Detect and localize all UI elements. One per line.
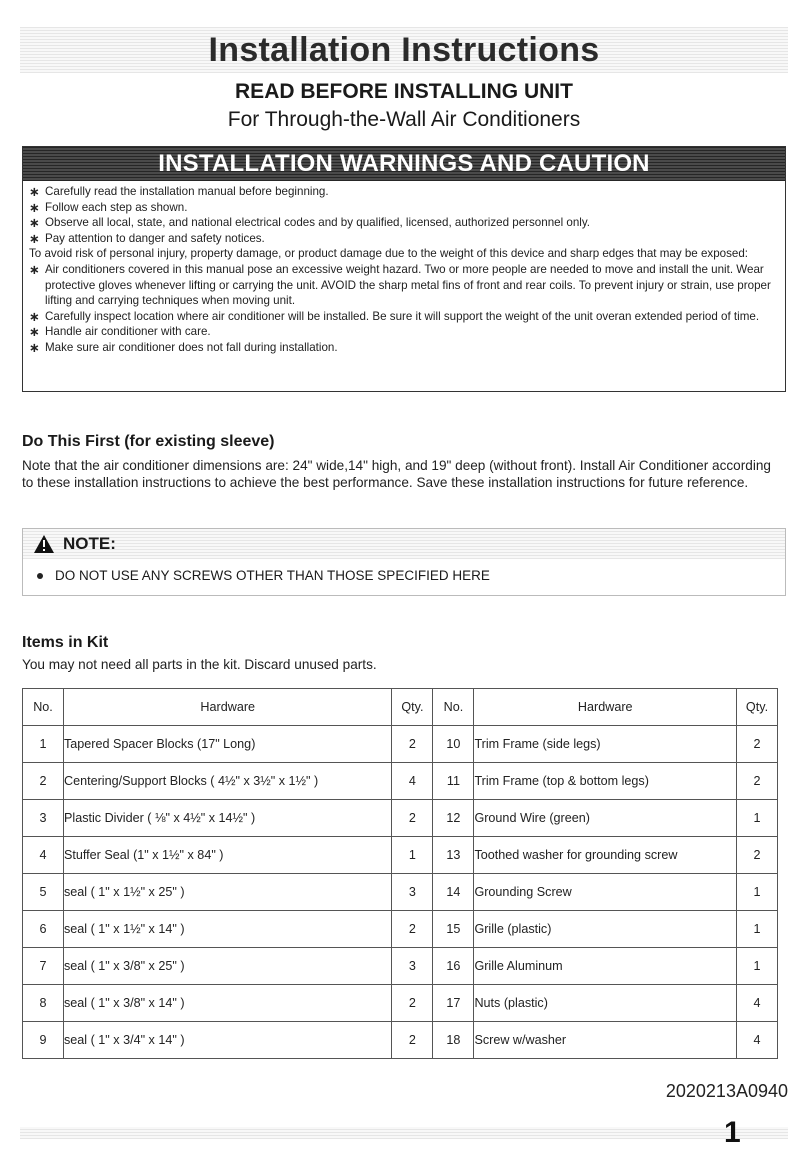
table-row bbox=[23, 1022, 778, 1059]
table-row bbox=[23, 726, 778, 763]
asterisk-icon: ∗ bbox=[29, 261, 40, 277]
col-header-qty: Qty. bbox=[737, 689, 778, 726]
warning-item: ∗ Pay attention to danger and safety notices. bbox=[29, 230, 265, 246]
table-cell: 12 bbox=[433, 800, 474, 837]
warnings-heading: INSTALLATION WARNINGS AND CAUTION bbox=[23, 147, 785, 181]
kit-heading: Items in Kit bbox=[22, 634, 109, 651]
table-cell: 8 bbox=[23, 985, 64, 1022]
table-cell: Centering/Support Blocks ( 4½" x 3½" x 1½" ) bbox=[64, 763, 392, 800]
table-cell: 16 bbox=[433, 948, 474, 985]
warning-item: ∗ Carefully inspect location where air conditioner will be installed. Be sure it will support the weight of the unit overan extended period of time. bbox=[29, 308, 760, 324]
table-cell: seal ( 1" x 3/8" x 25" ) bbox=[64, 948, 392, 985]
table-cell: 2 bbox=[737, 726, 778, 763]
kit-text: You may not need all parts in the kit. Discard unused parts. bbox=[22, 657, 377, 672]
warning-item: ∗ Carefully read the installation manual before beginning. bbox=[29, 184, 329, 199]
col-header-hardware: Hardware bbox=[474, 689, 737, 726]
note-item: DO NOT USE ANY SCREWS OTHER THAN THOSE SPECIFIED HERE bbox=[23, 559, 785, 583]
table-cell: 4 bbox=[23, 837, 64, 874]
warning-item: ∗ Handle air conditioner with care. bbox=[29, 324, 211, 340]
table-cell: 2 bbox=[392, 800, 433, 837]
table-cell: 14 bbox=[433, 874, 474, 911]
do-first-text: Note that the air conditioner dimensions are: 24" wide,14" high, and 19" deep (without front). Install Air Conditioner according to these installation instructions to achieve the best performance. Save these installation instructions for future reference. bbox=[22, 458, 771, 490]
bullet-icon bbox=[37, 573, 43, 579]
table-row bbox=[23, 837, 778, 874]
table-row bbox=[23, 948, 778, 985]
footer-band bbox=[20, 1127, 788, 1139]
warnings-body bbox=[23, 181, 785, 356]
table-cell: 2 bbox=[392, 985, 433, 1022]
warning-item: ∗ Follow each step as shown. bbox=[29, 199, 188, 215]
table-cell: 7 bbox=[23, 948, 64, 985]
asterisk-icon: ∗ bbox=[29, 199, 40, 215]
do-first-heading: Do This First (for existing sleeve) bbox=[22, 433, 275, 450]
note-header bbox=[23, 529, 785, 559]
table-header-row bbox=[23, 689, 778, 726]
table-cell: 2 bbox=[392, 911, 433, 948]
table-cell: Grille (plastic) bbox=[474, 911, 737, 948]
table-cell: seal ( 1" x 1½" x 25" ) bbox=[64, 874, 392, 911]
table-cell: 9 bbox=[23, 1022, 64, 1059]
table-cell: 4 bbox=[737, 985, 778, 1022]
table-cell: 13 bbox=[433, 837, 474, 874]
table-cell: 2 bbox=[392, 726, 433, 763]
table-cell: 4 bbox=[737, 1022, 778, 1059]
table-cell: 3 bbox=[392, 874, 433, 911]
table-cell: 1 bbox=[737, 911, 778, 948]
table-row bbox=[23, 874, 778, 911]
table-cell: 17 bbox=[433, 985, 474, 1022]
table-cell: 15 bbox=[433, 911, 474, 948]
warning-triangle-icon bbox=[33, 534, 55, 554]
asterisk-icon: ∗ bbox=[29, 339, 40, 355]
warning-item: ∗ Make sure air conditioner does not fall during installation. bbox=[29, 339, 338, 355]
asterisk-icon: ∗ bbox=[29, 324, 40, 340]
table-cell: Tapered Spacer Blocks (17" Long) bbox=[64, 726, 392, 763]
table-cell: 1 bbox=[392, 837, 433, 874]
table-cell: Toothed washer for grounding screw bbox=[474, 837, 737, 874]
note-label: NOTE: bbox=[63, 534, 116, 553]
col-header-no: No. bbox=[433, 689, 474, 726]
warning-intro: To avoid risk of personal injury, property damage, or product damage due to the weight of this device and sharp edges that may be exposed: bbox=[29, 247, 749, 261]
table-cell: 1 bbox=[23, 726, 64, 763]
col-header-hardware: Hardware bbox=[64, 689, 392, 726]
table-cell: 5 bbox=[23, 874, 64, 911]
note-box bbox=[22, 528, 786, 596]
table-cell: Grille Aluminum bbox=[474, 948, 737, 985]
col-header-no: No. bbox=[23, 689, 64, 726]
table-cell: seal ( 1" x 3/4" x 14" ) bbox=[64, 1022, 392, 1059]
table-cell: 2 bbox=[737, 763, 778, 800]
table-cell: Stuffer Seal (1" x 1½" x 84" ) bbox=[64, 837, 392, 874]
asterisk-icon: ∗ bbox=[29, 308, 40, 324]
col-header-qty: Qty. bbox=[392, 689, 433, 726]
table-cell: 6 bbox=[23, 911, 64, 948]
table-row bbox=[23, 911, 778, 948]
table-cell: 4 bbox=[392, 763, 433, 800]
table-cell: Grounding Screw bbox=[474, 874, 737, 911]
table-cell: 1 bbox=[737, 874, 778, 911]
table-cell: 2 bbox=[23, 763, 64, 800]
table-cell: 1 bbox=[737, 948, 778, 985]
table-cell: 10 bbox=[433, 726, 474, 763]
table-cell: Plastic Divider ( ⅛" x 4½" x 14½" ) bbox=[64, 800, 392, 837]
table-cell: Trim Frame (side legs) bbox=[474, 726, 737, 763]
asterisk-icon: ∗ bbox=[29, 215, 40, 231]
table-cell: 1 bbox=[737, 800, 778, 837]
table-cell: 3 bbox=[23, 800, 64, 837]
table-cell: seal ( 1" x 3/8" x 14" ) bbox=[64, 985, 392, 1022]
table-row bbox=[23, 763, 778, 800]
warning-item: ∗ Air conditioners covered in this manual pose an excessive weight hazard. Two or more people are needed to move and install the unit. Wear protective gloves whenever lifting or carrying the unit. AVOID the sharp metal fins of front and rear coils. To prevent injury or strain, use proper lifting and carrying techniques when moving unit. bbox=[29, 261, 771, 308]
table-cell: 11 bbox=[433, 763, 474, 800]
table-cell: Nuts (plastic) bbox=[474, 985, 737, 1022]
subtitle-secondary: For Through-the-Wall Air Conditioners bbox=[227, 108, 581, 131]
kit-table bbox=[22, 688, 778, 1059]
table-cell: 3 bbox=[392, 948, 433, 985]
table-cell: 18 bbox=[433, 1022, 474, 1059]
document-number: 2020213A0940 bbox=[665, 1081, 788, 1101]
warning-item: ∗ Observe all local, state, and national electrical codes and by qualified, licensed, authorized personnel only. bbox=[29, 215, 591, 231]
subtitle: READ BEFORE INSTALLING UNIT bbox=[235, 80, 573, 103]
table-row bbox=[23, 800, 778, 837]
table-cell: seal ( 1" x 1½" x 14" ) bbox=[64, 911, 392, 948]
table-row bbox=[23, 985, 778, 1022]
page-title: Installation Instructions bbox=[208, 31, 600, 69]
asterisk-icon: ∗ bbox=[29, 230, 40, 246]
table-cell: Ground Wire (green) bbox=[474, 800, 737, 837]
asterisk-icon: ∗ bbox=[29, 184, 40, 199]
title-band bbox=[20, 27, 788, 73]
table-cell: Screw w/washer bbox=[474, 1022, 737, 1059]
warnings-box bbox=[22, 146, 786, 392]
page-number: 1 bbox=[724, 1116, 741, 1149]
table-cell: 2 bbox=[737, 837, 778, 874]
table-cell: 2 bbox=[392, 1022, 433, 1059]
table-cell: Trim Frame (top & bottom legs) bbox=[474, 763, 737, 800]
